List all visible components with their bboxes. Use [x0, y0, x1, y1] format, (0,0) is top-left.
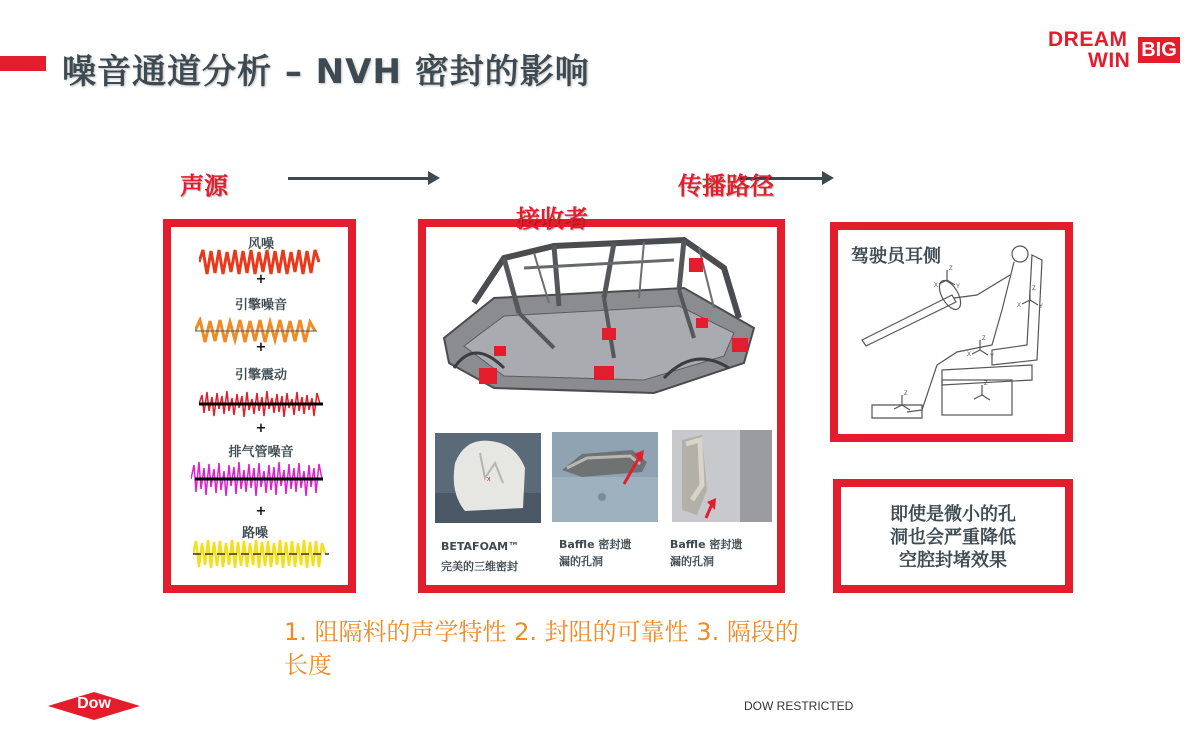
photo-caption-betafoam-line2: 完美的三维密封 [441, 560, 518, 573]
logo-dream-text: DREAM [1048, 28, 1128, 51]
noise-sources-panel [171, 227, 348, 585]
road-noise-waveform [193, 537, 329, 571]
plus-sign-3: + [255, 421, 267, 436]
svg-text:Z: Z [904, 391, 908, 397]
source-label-road: 路噪 [241, 526, 269, 541]
note-text [846, 503, 1060, 572]
svg-text:Z: Z [949, 266, 953, 272]
svg-text:Z: Z [1032, 286, 1036, 292]
svg-text:X: X [967, 352, 972, 358]
betafoam-photo [435, 433, 541, 523]
source-label-exhaust: 排气管噪音 [228, 445, 294, 460]
note-line-1: 即使是微小的孔 [890, 504, 1016, 525]
logo-win-text: WIN [1088, 49, 1131, 72]
flow-source-label: 声源 [180, 172, 228, 200]
logo-big-badge: BIG [1138, 37, 1180, 63]
flow-arrow-1 [288, 177, 430, 180]
photo-caption-baffle-2-line1: Baffle 密封遗 [670, 538, 743, 551]
svg-text:X: X [1017, 303, 1022, 309]
driver-ear-label: 驾驶员耳侧 [851, 246, 941, 267]
baffle-photo-1 [552, 432, 658, 522]
engine-vibration-waveform [199, 387, 323, 421]
title-accent-bar [0, 56, 46, 71]
dow-logo-text: Dow [77, 695, 111, 712]
plus-sign-2: + [255, 340, 267, 355]
note-line-2: 洞也会严重降低 [890, 527, 1016, 548]
photo-caption-betafoam-line1: BETAFOAM™ [441, 540, 520, 553]
svg-text:X: X [934, 283, 939, 289]
dream-win-big-logo [1046, 28, 1180, 72]
photo-caption-baffle-2-line2: 漏的孔洞 [670, 555, 714, 568]
exhaust-noise-waveform [191, 459, 323, 499]
svg-text:Z: Z [982, 336, 986, 342]
source-label-engine-noise: 引擎噪音 [234, 298, 288, 313]
svg-text:x: x [487, 476, 491, 483]
baffle-photo-2 [672, 430, 772, 522]
photo-caption-betafoam [441, 538, 519, 575]
plus-sign-4: + [255, 504, 267, 519]
source-label-wind: 风噪 [247, 237, 275, 252]
car-body-illustration [434, 228, 772, 404]
note-line-3: 空腔封堵效果 [899, 550, 1007, 571]
svg-text:Y: Y [956, 284, 961, 290]
plus-sign-1: + [255, 272, 267, 287]
photo-caption-baffle-2 [670, 536, 742, 570]
photo-caption-baffle-1-line2: 漏的孔洞 [559, 555, 603, 568]
photo-caption-baffle-1-line1: Baffle 密封遗 [559, 538, 632, 551]
svg-text:Z: Z [984, 381, 988, 387]
svg-text:Y: Y [990, 354, 995, 360]
svg-text:Y: Y [1039, 304, 1044, 310]
source-label-engine-vibration: 引擎震动 [234, 368, 288, 383]
factors-line-2: 长度 [284, 651, 332, 679]
classification-label: DOW RESTRICTED [744, 699, 854, 713]
flow-path-label: 传播路径 [678, 172, 774, 200]
flow-receiver-label: 接收者 [516, 205, 588, 233]
driver-seat-diagram [842, 240, 1064, 432]
photo-caption-baffle-1 [559, 536, 631, 570]
factors-line-1: 1. 阻隔料的声学特性 2. 封阻的可靠性 3. 隔段的 [284, 618, 799, 646]
page-title: 噪音通道分析 – NVH 密封的影响 [62, 52, 590, 92]
